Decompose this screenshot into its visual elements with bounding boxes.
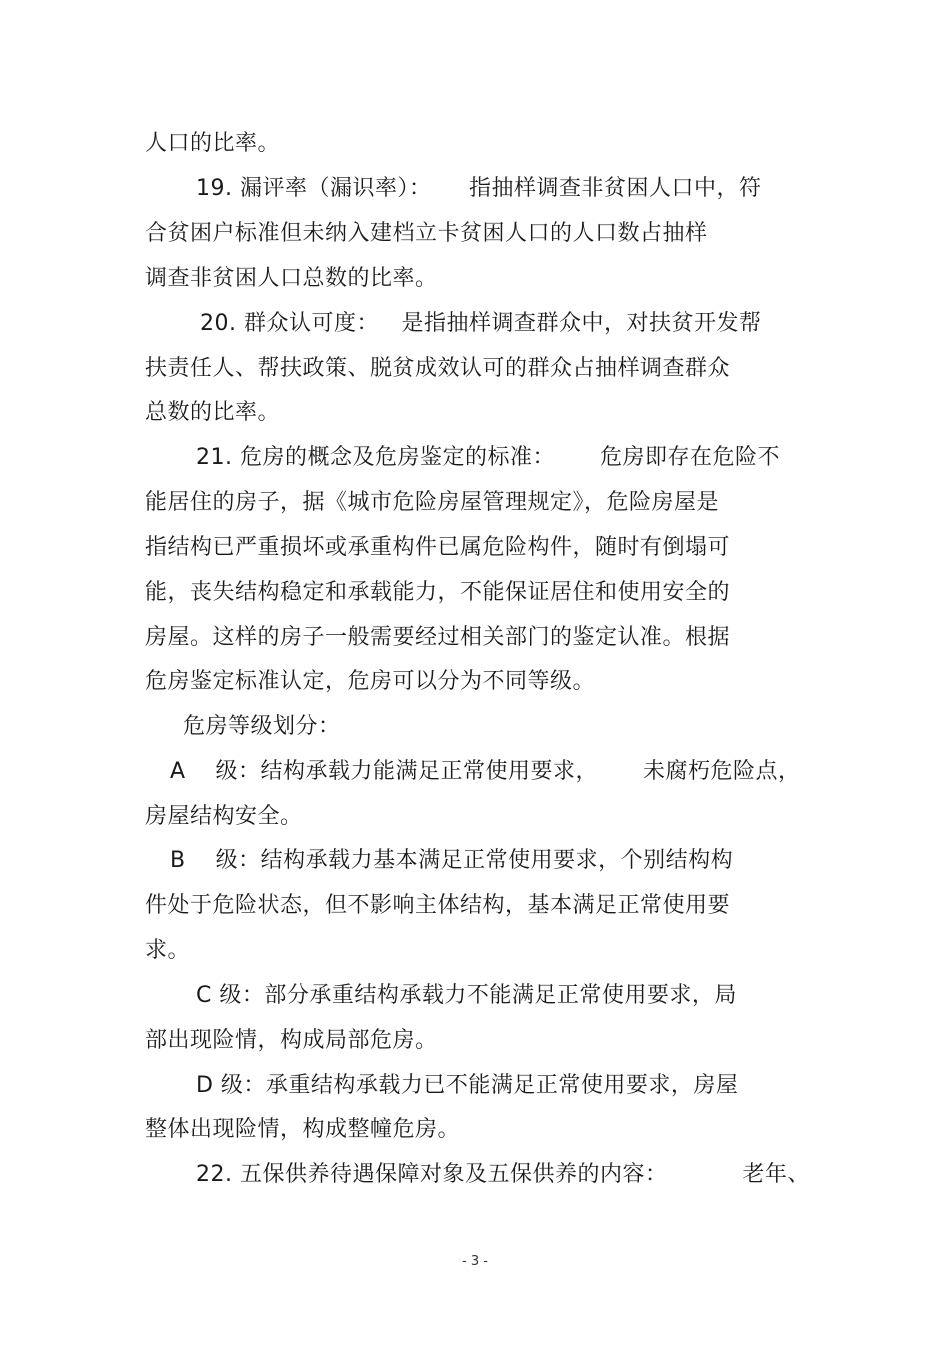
text-line: 指结构已严重损坏或承重构件已属危险构件，随时有倒塌可	[145, 535, 731, 560]
page-number: - 3 -	[462, 1254, 488, 1269]
text-line: 危房鉴定标准认定，危房可以分为不同等级。	[145, 669, 596, 694]
text-line: A 级：结构承载力能满足正常使用要求， 未腐朽危险点，	[170, 759, 801, 784]
text-line: 总数的比率。	[145, 400, 281, 425]
text-line: 扶责任人、帮扶政策、脱贫成效认可的群众占抽样调查群众	[145, 356, 731, 381]
text-line: 调查非贫困人口总数的比率。	[145, 266, 438, 291]
text-line: B 级：结构承载力基本满足正常使用要求，个别结构构	[170, 848, 734, 873]
text-line: C 级：部分承重结构承载力不能满足正常使用要求，局	[196, 983, 737, 1008]
text-line: D 级：承重结构承载力已不能满足正常使用要求，房屋	[196, 1073, 739, 1098]
text-line: 能居住的房子，据《城市危险房屋管理规定》，危险房屋是	[145, 490, 720, 515]
text-line: 房屋结构安全。	[145, 804, 303, 829]
text-line: 人口的比率。	[145, 131, 281, 156]
text-line: 22. 五保供养待遇保障对象及五保供养的内容： 老年、	[196, 1162, 810, 1187]
text-line: 房屋。这样的房子一般需要经过相关部门的鉴定认准。根据	[145, 625, 731, 650]
text-line: 20. 群众认可度： 是指抽样调查群众中，对扶贫开发帮	[200, 311, 762, 336]
text-line: 件处于危险状态，但不影响主体结构，基本满足正常使用要	[145, 893, 731, 918]
text-line: 21. 危房的概念及危房鉴定的标准： 危房即存在危险不	[196, 445, 780, 470]
text-line: 部出现险情，构成局部危房。	[145, 1028, 438, 1053]
text-line: 能，丧失结构稳定和承载能力，不能保证居住和使用安全的	[145, 580, 731, 605]
text-line: 19. 漏评率（漏识率）： 指抽样调查非贫困人口中，符	[196, 176, 762, 201]
text-line: 合贫困户标准但未纳入建档立卡贫困人口的人口数占抽样	[145, 221, 708, 246]
text-line: 求。	[145, 938, 191, 963]
text-line: 整体出现险情，构成整幢危房。	[145, 1117, 461, 1142]
text-line: 危房等级划分：	[183, 714, 341, 739]
